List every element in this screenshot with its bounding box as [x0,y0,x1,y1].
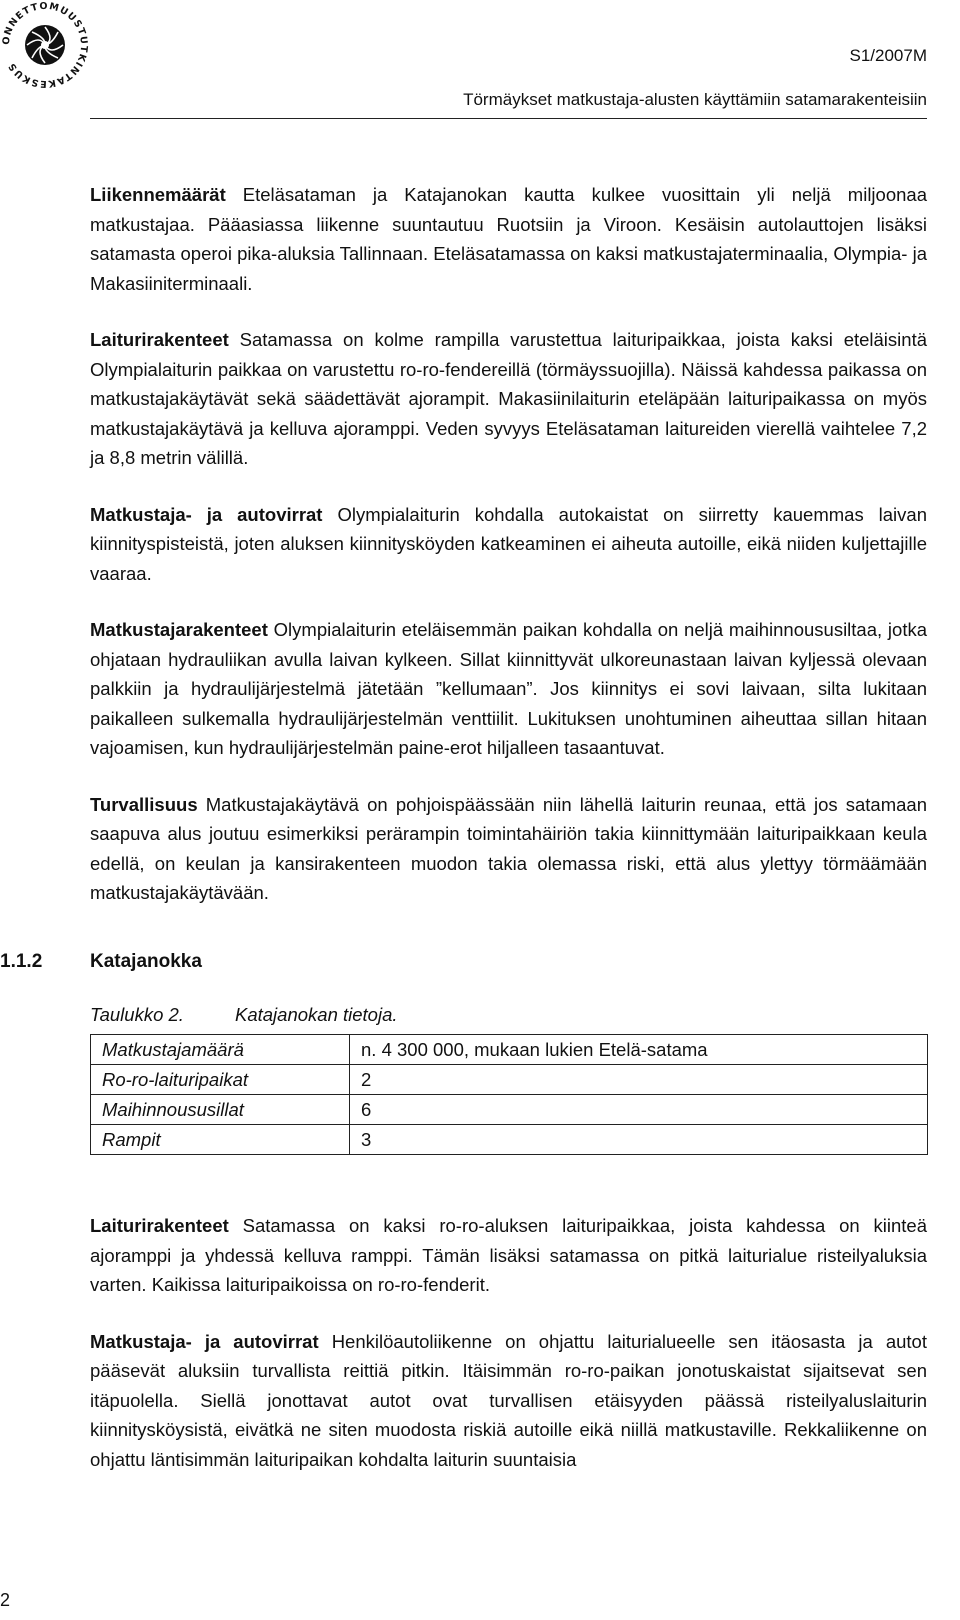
paragraph-matkustaja-ja-autovirrat: Matkustaja- ja autovirrat Olympialaiturin kohdalla autokaistat on siirretty kauemmas laivan kiinnityspisteistä, joten aluksen kiinnitysköyden katkeaminen ei aiheuta autoille, eikä niiden kuljettajille vaaraa. [90,503,927,584]
header-divider [90,118,927,119]
table-caption-text: Katajanokan tietoja. [235,1004,398,1025]
table-value: 2 [350,1065,928,1095]
body-text-lower [90,1211,927,1501]
table-key: Rampit [91,1125,350,1155]
paragraph-katajanokka-matkustaja-ja-autovirrat: Matkustaja- ja autovirrat Henkilöautoliikenne on ohjattu laiturialueelle sen itäosasta ja autot pääsevät aluksiin turvallista reittiä pitkin. Itäisimmän ro-ro-paikan jonotuskaistat sijaitsevat sen itäpuolella. Siellä jonottavat autot ovat turvallisen etäisyyden päässä risteilyaluslaiturin kiinnitysköysistä, eivätkä ne siten muodosta riskiä autoille eikä niillä matkustaville. Rekkaliikenne on ohjattu läntisimmän laituripaikan kohdalta laiturin suuntaisia [90,1330,927,1470]
katajanokka-info-table [90,1034,928,1155]
page-number: 2 [0,1590,11,1610]
table-key: Maihinnoususillat [91,1095,350,1125]
table-caption [90,1004,398,1026]
table-value: 6 [350,1095,928,1125]
table-value: 3 [350,1125,928,1155]
table-key: Matkustajamäärä [91,1035,350,1065]
paragraph-laiturirakenteet: Laiturirakenteet Satamassa on kolme rampilla varustettua laituripaikkaa, joista kaksi eteläisintä Olympialaiturin paikkaa on varustettu ro-ro-fendereillä (törmäyssuojilla). Näissä kahdessa paikassa on matkustajakäytävät sekä säädettävät ajorampit. Makasiinilaiturin eteläpään laituripaikassa on myös matkustajakäytävä ja kelluva ajoramppi. Veden syvyys Eteläsataman laitureiden vierellä vaihtelee 7,2 ja 8,8 metrin välillä. [90,329,927,468]
table-row [91,1065,928,1095]
section-number: 1.1.2 [0,951,43,972]
section-heading [0,951,202,973]
paragraph-matkustajarakenteet: Matkustajarakenteet Olympialaiturin eteläisemmän paikan kohdalla on neljä maihinnoususiltaa, jotka ohjataan hydrauliikan avulla laivan kylkeen. Sillat kiinnittyvät ulkoreunastaan laivan kyljessä olevaan palkkiin ja hydraulijärjestelmä jätetään ”kellumaan”. Jos kiinnitys ei sovi laivaan, silta lukitaan paikalleen sulkemalla hydraulijärjestelmän venttiilit. Lukituksen unohtuminen aiheuttaa sillan hitaan vajoamisen, kun hydraulijärjestelmän paine-erot hiljalleen tasaantuvat. [90,619,927,758]
running-header-title: Törmäykset matkustaja-alusten käyttämiin satamarakenteisiin [463,90,927,109]
table-key: Ro-ro-laituripaikat [91,1065,350,1095]
table-value: n. 4 300 000, mukaan lukien Etelä-satama [350,1035,928,1065]
svg-text:ONNETTOMUUSTUTKINTAKESKUS: ONNETTOMUUSTUTKINTAKESKUS [0,0,90,90]
paragraph-liikennemaarat: Liikennemäärät Eteläsataman ja Katajanokan kautta kulkee vuosittain yli neljä miljoonaa matkustajaa. Pääasiassa liikenne suuntautuu Ruotsiin ja Viroon. Kesäisin autolauttojen lisäksi satamasta operoi pika-aluksia Tallinnaan. Eteläsatamassa on kaksi matkustajaterminaalia, Olympia- ja Makasiiniterminaali. [90,184,927,294]
table-row [91,1035,928,1065]
paragraph-katajanokka-laiturirakenteet: Laiturirakenteet Satamassa on kaksi ro-ro-aluksen laituripaikkaa, joista kahdessa on kiinteä ajoramppi ja yhdessä kelluva ramppi. Tämän lisäksi satamassa on pitkä laiturialue risteilyaluksia varten. Kaikissa laituripaikoissa on ro-ro-fenderit. [90,1215,927,1295]
table-row [91,1125,928,1155]
table-caption-label: Taulukko 2. [90,1004,184,1025]
section-title: Katajanokka [90,951,202,972]
paragraph-turvallisuus: Turvallisuus Matkustajakäytävä on pohjoispäässään niin lähellä laiturin reunaa, että jos satamaan saapuva alus joutuu esimerkiksi perärampin toimintahäiriön takia kiinnittymään laituripaikkaan keula edellä, on keulan ja kansirakenteen muodon takia olemassa riski, että alus ylettyy törmäämään matkustajakäytävään. [90,793,927,903]
document-code: S1/2007M [849,46,927,65]
onnettomuustutkintakeskus-logo-icon [0,0,90,90]
body-text-upper [90,180,927,935]
table-row [91,1095,928,1125]
